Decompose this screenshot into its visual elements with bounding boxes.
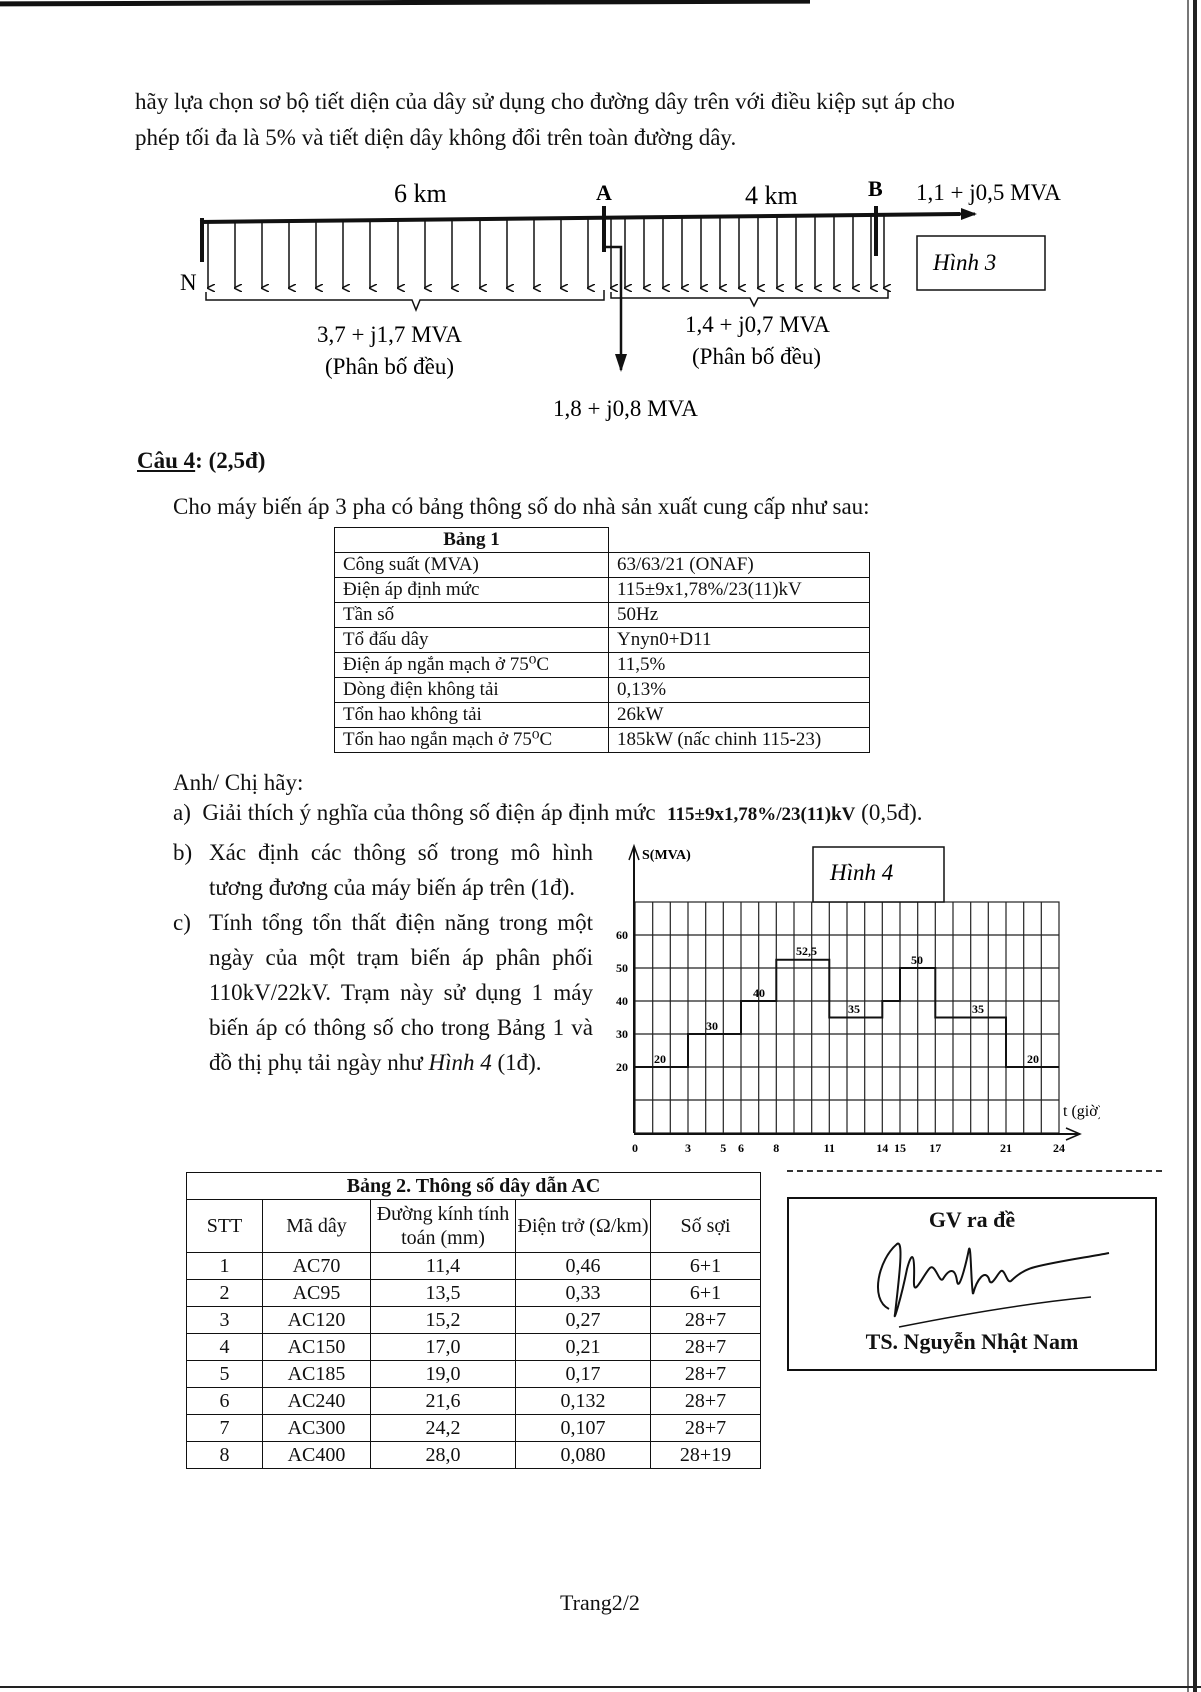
distributed-load-ab-note: (Phân bố đều)	[692, 344, 822, 369]
svg-text:5: 5	[720, 1141, 727, 1155]
question-4b: b) Xác định các thông số trong mô hình tương đương của máy biến áp trên (1đ).	[173, 840, 593, 900]
main-feeder-line	[200, 214, 960, 222]
table-row: Tổn hao không tải 26kW	[335, 703, 870, 728]
intro-paragraph	[135, 84, 1095, 156]
table-2-ac-conductor-specs	[186, 1172, 761, 1469]
svg-text:35: 35	[848, 1002, 860, 1016]
table-1-title: Bảng 1	[335, 528, 609, 553]
question-4-heading	[137, 448, 265, 474]
signature-role: GV ra đề	[928, 1207, 1016, 1232]
table-2-title: Bảng 2. Thông số dây dẫn AC	[187, 1173, 761, 1200]
question-4a-label: a)	[173, 800, 191, 825]
scan-edge-top	[0, 0, 810, 6]
question-4a	[173, 800, 922, 826]
question-4a-rating: 115±9x1,78%/23(11)kV	[667, 804, 856, 825]
table-row: 2 AC95 13,5 0,33 6+1	[187, 1280, 761, 1307]
svg-text:50: 50	[616, 961, 628, 975]
table-row: Tần số 50Hz	[335, 603, 870, 628]
svg-text:52,5: 52,5	[796, 944, 817, 958]
figure-3-svg	[180, 170, 1100, 430]
y-axis-label: S(MVA)	[642, 848, 691, 863]
svg-text:8: 8	[773, 1141, 780, 1155]
scan-edge-right-inner	[1187, 0, 1189, 1692]
node-n-label: N	[180, 270, 197, 295]
node-a-label: A	[596, 180, 612, 205]
svg-text:24: 24	[1053, 1141, 1065, 1155]
table-1-transformer-specs	[334, 527, 870, 753]
svg-text:40: 40	[753, 986, 765, 1000]
figure-4-load-curve	[600, 830, 1100, 1160]
svg-text:17: 17	[929, 1141, 942, 1155]
signature-scribble-icon	[859, 1239, 1119, 1329]
table-row: 5 AC185 19,0 0,17 28+7	[187, 1361, 761, 1388]
scan-edge-bottom	[0, 1686, 1201, 1688]
svg-text:40: 40	[616, 994, 628, 1008]
question-4bc	[173, 835, 593, 1080]
question-4c: c) Tính tổng tổn thất điện năng trong một ngày của một trạm biến áp phân phối 110kV/22kV. Trạm này sử dụng 1 máy biến áp có thông số cho trong Bảng 1 và đồ thị phụ tải ngày như Hình 4 (1đ).	[173, 910, 593, 1075]
distributed-load-ab-label: 1,4 + j0,7 MVA	[685, 312, 830, 337]
svg-text:14: 14	[876, 1141, 889, 1155]
svg-text:0: 0	[632, 1141, 638, 1155]
length-ab-label: 4 km	[745, 181, 798, 210]
figure-4-svg	[600, 830, 1100, 1160]
signature-box	[787, 1197, 1157, 1371]
table-row: 6 AC240 21,6 0,132 28+7	[187, 1388, 761, 1415]
question-4-intro: Cho máy biến áp 3 pha có bảng thông số do nhà sản xuất cung cấp như sau:	[173, 494, 870, 519]
table-row: 1 AC70 11,4 0,46 6+1	[187, 1253, 761, 1280]
svg-text:35: 35	[972, 1002, 984, 1016]
load-b-label: 1,1 + j0,5 MVA	[916, 180, 1061, 205]
svg-text:30: 30	[706, 1019, 718, 1033]
svg-text:60: 60	[616, 928, 628, 942]
length-na-label: 6 km	[394, 179, 447, 208]
svg-text:20: 20	[1027, 1052, 1039, 1066]
table-row: Tổn hao ngắn mạch ở 75⁰C 185kW (nấc chinh 115-23)	[335, 728, 870, 753]
svg-text:3: 3	[685, 1141, 691, 1155]
task-prompt: Anh/ Chị hãy:	[173, 770, 304, 795]
node-b-label: B	[868, 176, 883, 201]
table-row: 8 AC400 28,0 0,080 28+19	[187, 1442, 761, 1469]
table-row: 4 AC150 17,0 0,21 28+7	[187, 1334, 761, 1361]
figure-4-caption: Hình 4	[830, 860, 894, 885]
table-row: Tổ đấu dây Ynyn0+D11	[335, 628, 870, 653]
question-4a-points: (0,5đ).	[861, 800, 923, 825]
svg-text:15: 15	[894, 1141, 906, 1155]
table-2-header: STT Mã dây Đường kính tính toán (mm) Điện trở (Ω/km) Số sợi	[187, 1200, 761, 1253]
dashed-divider	[787, 1170, 1162, 1172]
question-4-label: Câu 4	[137, 448, 196, 473]
svg-text:30: 30	[616, 1027, 628, 1041]
signature-name: TS. Nguyễn Nhật Nam	[865, 1329, 1079, 1354]
load-a-label: 1,8 + j0,8 MVA	[553, 396, 698, 421]
figure-3-line-diagram	[180, 170, 1100, 430]
svg-text:50: 50	[911, 953, 923, 967]
table-row: Điện áp định mức 115±9x1,78%/23(11)kV	[335, 578, 870, 603]
svg-text:6: 6	[738, 1141, 744, 1155]
scan-edge-right	[1193, 0, 1197, 1692]
table-row: Điện áp ngắn mạch ở 75⁰C 11,5%	[335, 653, 870, 678]
intro-line-2: phép tối đa là 5% và tiết diện dây không đổi trên toàn đường dây.	[135, 125, 737, 150]
svg-text:20: 20	[654, 1052, 666, 1066]
table-row: 7 AC300 24,2 0,107 28+7	[187, 1415, 761, 1442]
question-4-points: : (2,5đ)	[195, 448, 266, 473]
table-row: Dòng điện không tải 0,13%	[335, 678, 870, 703]
svg-text:21: 21	[1000, 1141, 1012, 1155]
svg-text:20: 20	[616, 1060, 628, 1074]
svg-text:11: 11	[823, 1141, 835, 1155]
x-axis-label: t (giờ)	[1063, 1103, 1100, 1120]
intro-line-1: hãy lựa chọn sơ bộ tiết diện của dây sử dụng cho đường dây trên với điều kiệp sụt áp cho	[135, 89, 955, 114]
figure-3-caption: Hình 3	[933, 250, 997, 275]
table-row: Công suất (MVA) 63/63/21 (ONAF)	[335, 553, 870, 578]
question-4a-text: Giải thích ý nghĩa của thông số điện áp định mức	[202, 800, 656, 825]
distributed-load-na-note: (Phân bố đều)	[325, 354, 455, 379]
page-number: Trang2/2	[560, 1590, 640, 1615]
distributed-load-na-label: 3,7 + j1,7 MVA	[317, 322, 462, 347]
table-row: 3 AC120 15,2 0,27 28+7	[187, 1307, 761, 1334]
